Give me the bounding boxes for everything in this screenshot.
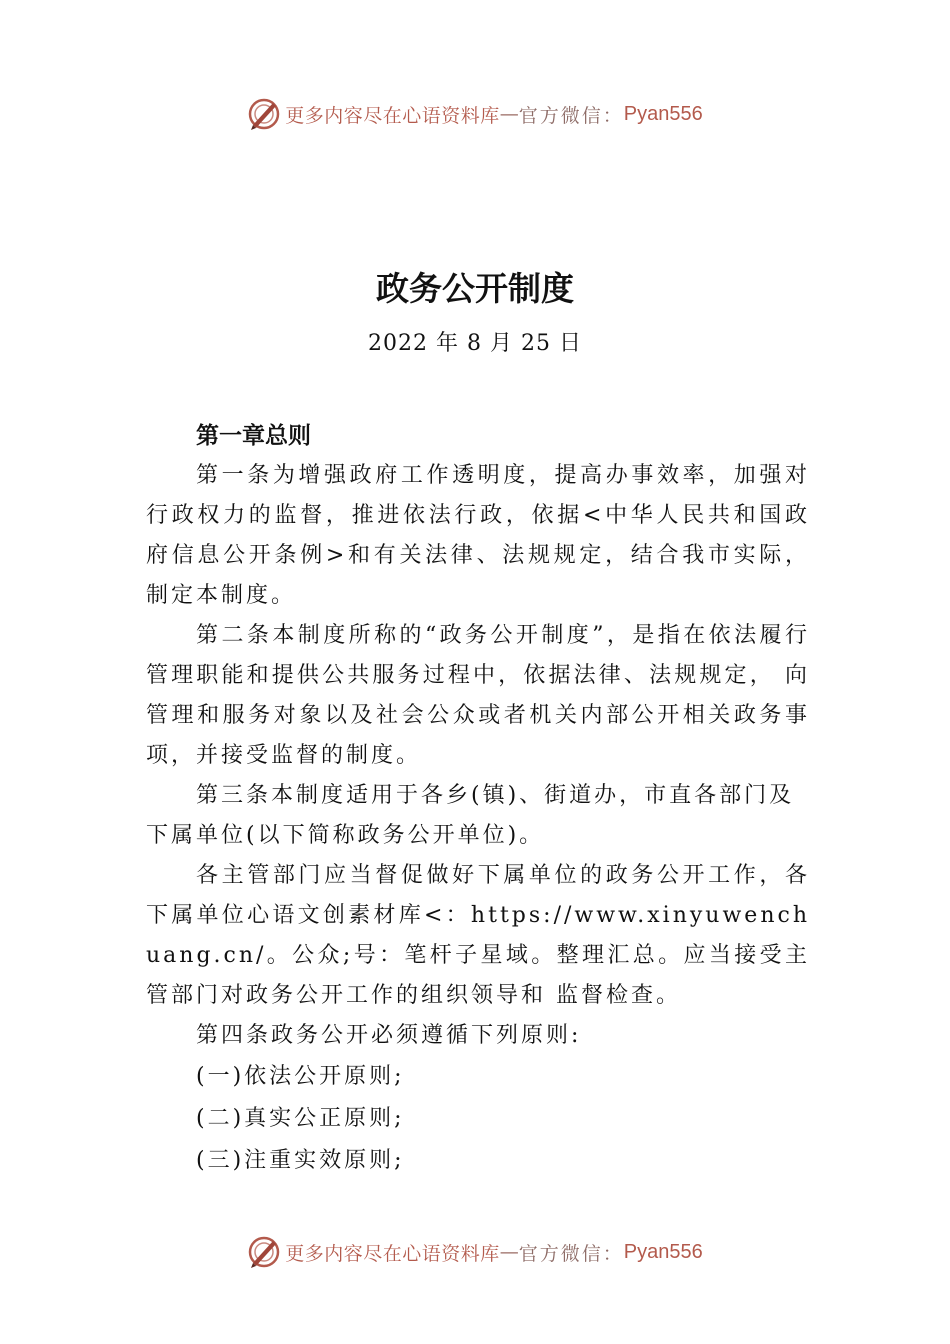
banner-dash: — (499, 1241, 519, 1263)
principle-item: (二)真实公正原则; (196, 1106, 405, 1131)
article-3-line-2: 下属单位(以下简称政务公开单位)。 (146, 823, 545, 848)
banner-wechat-id: Pyan556 (623, 102, 703, 125)
principle-item: (三)注重实效原则; (196, 1148, 405, 1173)
article-2: 第二条本制度所称的“政务公开制度”，是指在依法履行管理职能和提供公共服务过程中，依据法律、法规规定， 向管理和服务对象以及社会公众或者机关内部公开相关政务事项，并接受监督的制度。 (146, 623, 810, 768)
article-1: 第一条为增强政府工作透明度，提高办事效率，加强对行政权力的监督，推进依法行政，依据<中华人民共和国政府信息公开条例>和有关法律、法规规定，结合我市实际，制定本制度。 (146, 463, 810, 608)
article-4: 第四条政务公开必须遵循下列原则: (196, 1023, 582, 1048)
document-body (146, 416, 810, 1182)
pen-logo-icon (247, 97, 281, 131)
document-title: 政务公开制度 (376, 269, 574, 308)
article-3-line-1: 第三条本制度适用于各乡(镇)、街道办，市直各部门及 (196, 783, 795, 808)
banner-dash: — (499, 103, 519, 125)
banner-wechat-label: 官方微信： (518, 104, 624, 127)
banner-text: 更多内容尽在心语资料库 (285, 1242, 500, 1265)
header-banner (0, 94, 950, 134)
banner-wechat-id: Pyan556 (623, 1240, 703, 1263)
paragraph-supervision: 各主管部门应当督促做好下属单位的政务公开工作，各下属单位心语文创素材库<：https://www.xinyuwenchuang.cn/。公众;号：笔杆子星域。整理汇总。应当接受主管部门对政务公开工作的组织领导和 监督检查。 (146, 863, 810, 1008)
pen-logo-icon (247, 1235, 281, 1269)
footer-banner (0, 1232, 950, 1272)
banner-wechat-label: 官方微信： (518, 1242, 624, 1265)
principle-item: (一)依法公开原则; (196, 1064, 405, 1089)
banner-text: 更多内容尽在心语资料库 (285, 104, 500, 127)
document-date: 2022 年 8 月 25 日 (368, 331, 582, 356)
chapter-heading: 第一章总则 (196, 423, 311, 449)
